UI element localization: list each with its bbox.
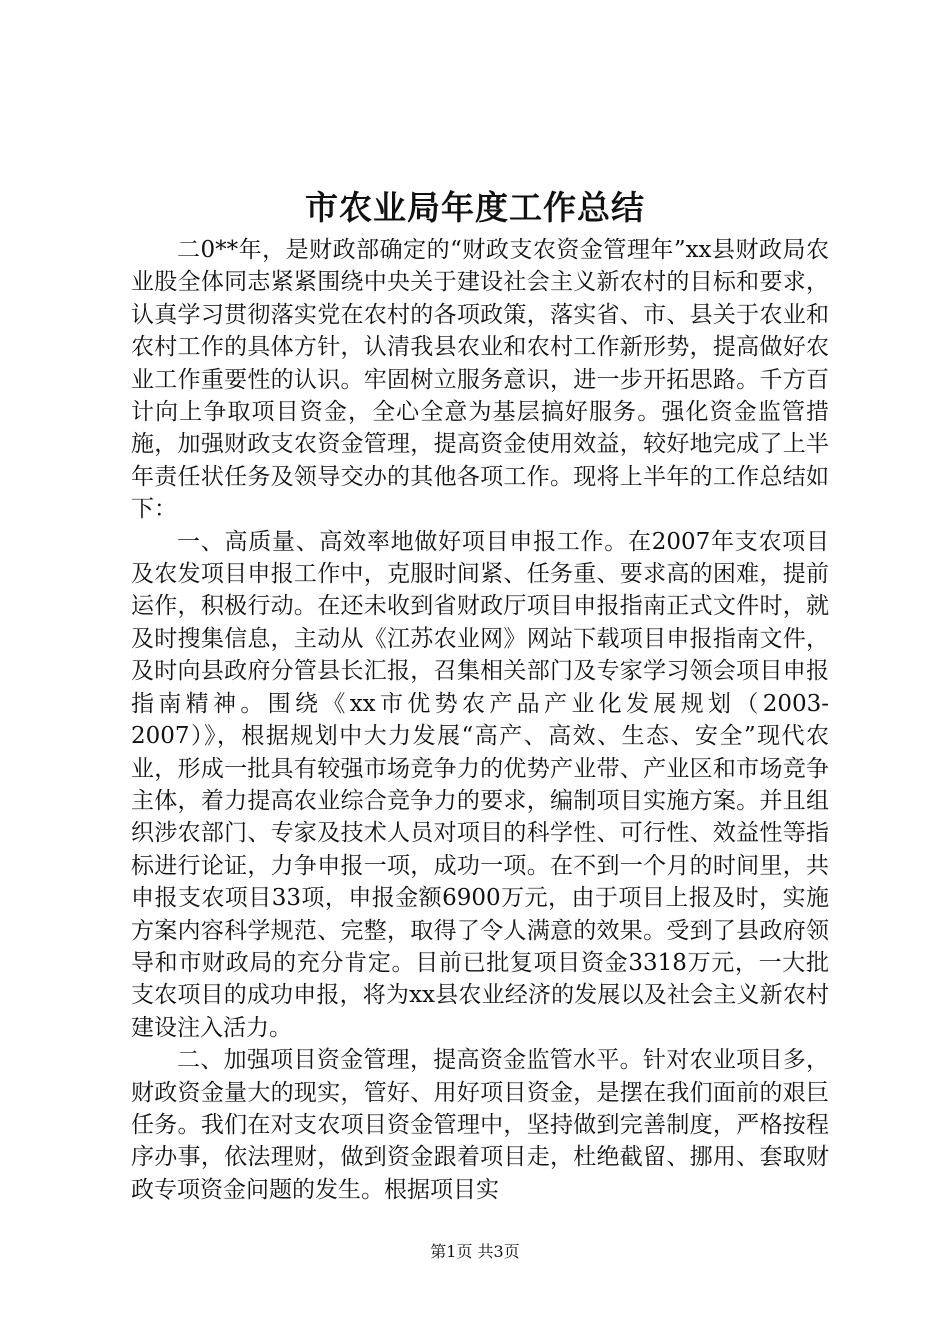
document-body bbox=[131, 234, 829, 1206]
paragraph-intro: 二0**年，是财政部确定的“财政支农资金管理年”xx县财政局农业股全体同志紧紧围绕中央关于建设社会主义新农村的目标和要求，认真学习贯彻落实党在农村的各项政策，落实省、市、县关于农业和农村工作的具体方针，认清我县农业和农村工作新形势，提高做好农业工作重要性的认识。牢固树立服务意识，进一步开拓思路。千方百计向上争取项目资金，全心全意为基层搞好服务。强化资金监管措施，加强财政支农资金管理，提高资金使用效益，较好地完成了上半年责任状任务及领导交办的其他各项工作。现将上半年的工作总结如下： bbox=[131, 237, 829, 523]
document-title: 市农业局年度工作总结 bbox=[305, 188, 645, 227]
paragraph-section-1: 一、高质量、高效率地做好项目申报工作。在2007年支农项目及农发项目申报工作中，克服时间紧、任务重、要求高的困难，提前运作，积极行动。在还未收到省财政厅项目申报指南正式文件时，就及时搜集信息，主动从《江苏农业网》网站下载项目申报指南文件，及时向县政府分管县长汇报，召集相关部门及专家学习领会项目申报指南精神。围绕《xx市优势农产品产业化发展规划（2003-2007）》，根据规划中大力发展“高产、高效、生态、安全”现代农业，形成一批具有较强市场竞争力的优势产业带、产业区和市场竞争主体，着力提高农业综合竞争力的要求，编制项目实施方案。并且组织涉农部门、专家及技术人员对项目的科学性、可行性、效益性等指标进行论证，力争申报一项，成功一项。在不到一个月的时间里，共申报支农项目33项，申报金额6900万元，由于项目上报及时，实施方案内容科学规范、完整，取得了令人满意的效果。受到了县政府领导和市财政局的充分肯定。目前已批复项目资金3318万元，一大批支农项目的成功申报，将为xx县农业经济的发展以及社会主义新农村建设注入活力。 bbox=[131, 528, 829, 1041]
paragraph-section-2: 二、加强项目资金管理，提高资金监管水平。针对农业项目多，财政资金量大的现实，管好、用好项目资金，是摆在我们面前的艰巨任务。我们在对支农项目资金管理中，坚持做到完善制度，严格按程序办事，依法理财，做到资金跟着项目走，杜绝截留、挪用、套取财政专项资金问题的发生。根据项目实 bbox=[131, 1047, 829, 1203]
page-footer: 第1页 共3页 bbox=[430, 1242, 520, 1261]
